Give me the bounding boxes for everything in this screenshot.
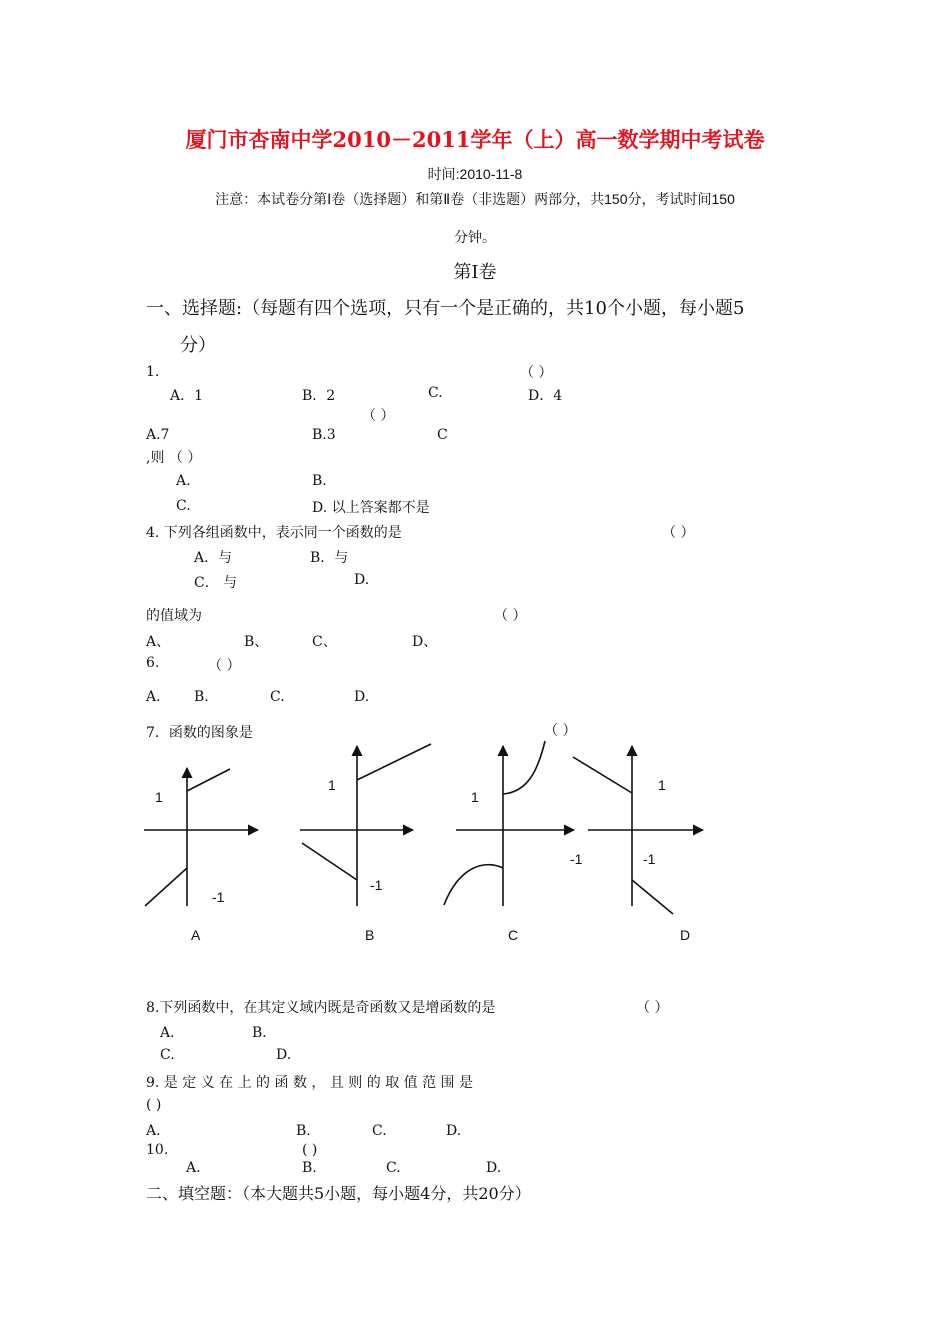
q10-number: 10.	[146, 1142, 169, 1158]
exam-time: 时间:2010-11-8	[427, 166, 523, 182]
graph-d-letter: D	[680, 927, 691, 943]
q8-option-d: D.	[276, 1047, 292, 1063]
q6-option-b: B.	[194, 689, 209, 705]
q9-option-c: C.	[372, 1123, 387, 1139]
q3-option-a: A.	[176, 473, 191, 489]
q2-option-b: B.3	[312, 427, 336, 443]
q5-stem: 的值域为	[146, 608, 202, 624]
graph-b-label-1: 1	[328, 777, 336, 793]
q4-option-c: C． 与	[194, 575, 238, 591]
q3-option-d: D. 以上答案都不是	[312, 500, 430, 516]
q8-stem: 8.下列函数中，在其定义域内既是奇函数又是增函数的是	[146, 1000, 496, 1016]
q8-option-b: B．	[252, 1025, 277, 1041]
graph-a-label-neg1: -1	[212, 889, 225, 905]
q8-option-c: C.	[160, 1047, 175, 1063]
graph-a-letter: A	[191, 927, 201, 943]
graph-c-letter: C	[508, 927, 519, 943]
q7-answer-paren: （ ）	[544, 723, 577, 739]
q4-answer-paren: （ ）	[662, 525, 695, 541]
page-title: 厦门市杏南中学2010－2011学年（上）高一数学期中考试卷	[185, 127, 765, 152]
graph-b-lower-branch	[302, 843, 357, 880]
q5-option-c: C、	[312, 634, 337, 650]
graph-c-label-1: 1	[471, 789, 479, 805]
q10-option-a: A.	[186, 1160, 201, 1176]
graph-d-upper-branch	[573, 757, 632, 793]
q4-option-a: A．与	[194, 550, 233, 566]
graph-a-lower-branch	[145, 868, 187, 906]
graph-d-lower-branch	[632, 880, 673, 914]
graph-d-label-neg1: -1	[643, 851, 656, 867]
section1-heading: 一、选择题:（每题有四个选项，只有一个是正确的，共10个小题，每小题5	[146, 298, 745, 319]
exam-note-line1: 注意：本试卷分第Ⅰ卷（选择题）和第Ⅱ卷（非选题）两部分，共150分，考试时间150	[215, 191, 735, 207]
q10-option-c: C.	[386, 1160, 401, 1176]
q9-answer-paren: ( )	[146, 1097, 162, 1113]
q10-option-b: B.	[302, 1160, 317, 1176]
section2-heading: 二、填空题：（本大题共5小题，每小题4分，共20分）	[146, 1184, 531, 1203]
q7-stem: 7．函数的图象是	[146, 725, 253, 741]
q1-option-c: C.	[428, 385, 443, 401]
graph-c-upper-branch	[503, 741, 545, 794]
q4-option-d: D.	[354, 572, 370, 588]
q6-option-d: D.	[354, 689, 370, 705]
q2-option-a: A.7	[146, 427, 170, 443]
q5-option-a: A、	[146, 634, 171, 650]
q8-option-a: A．	[160, 1025, 185, 1041]
q9-option-d: D.	[446, 1123, 462, 1139]
q1-option-d: D．4	[528, 388, 563, 404]
q1-answer-paren: （ ）	[520, 365, 553, 381]
graph-b-letter: B	[365, 927, 375, 943]
graph-c	[444, 741, 574, 906]
q4-option-b: B．与	[310, 550, 349, 566]
graph-b-label-neg1: -1	[370, 877, 383, 893]
q6-number: 6.	[146, 655, 160, 671]
q3-option-b: B.	[312, 473, 327, 489]
q2-answer-paren: （ ）	[362, 408, 395, 424]
graph-a-upper-branch	[187, 769, 230, 791]
section1-heading-cont: 分）	[180, 335, 216, 356]
q3-option-c: C.	[176, 498, 191, 514]
q3-stem: ,则 （ ）	[146, 450, 202, 466]
q2-option-c: C	[437, 427, 448, 443]
q1-option-b: B．2	[302, 388, 336, 404]
graph-b	[300, 744, 431, 906]
q4-stem: 4. 下列各组函数中，表示同一个函数的是	[146, 525, 402, 541]
graph-a-label-1: 1	[155, 789, 163, 805]
q1-number: 1.	[146, 364, 160, 380]
q5-answer-paren: （ ）	[494, 608, 527, 624]
graph-d-label-1: 1	[658, 777, 666, 793]
graph-d	[573, 746, 703, 914]
q6-option-c: C.	[270, 689, 285, 705]
q9-option-a: A.	[146, 1123, 161, 1139]
q5-option-d: D、	[412, 634, 438, 650]
q1-option-a: A．1	[170, 388, 204, 404]
q6-answer-paren: （ ）	[208, 658, 241, 674]
exam-note-line2: 分钟。	[454, 229, 496, 245]
q5-option-b: B、	[244, 634, 269, 650]
q9-option-b: B.	[296, 1123, 311, 1139]
q6-option-a: A.	[146, 689, 161, 705]
graph-c-lower-branch	[444, 865, 503, 905]
graph-c-label-neg1: -1	[570, 851, 583, 867]
q8-answer-paren: （ ）	[636, 1000, 669, 1016]
q10-answer-paren: ( )	[302, 1142, 318, 1158]
q10-option-d: D.	[486, 1160, 502, 1176]
q9-stem: 9. 是 定 义 在 上 的 函 数 ， 且 则 的 取 值 范 围 是	[146, 1075, 474, 1091]
graph-b-upper-branch	[357, 744, 431, 780]
part-heading: 第Ⅰ卷	[453, 262, 497, 283]
